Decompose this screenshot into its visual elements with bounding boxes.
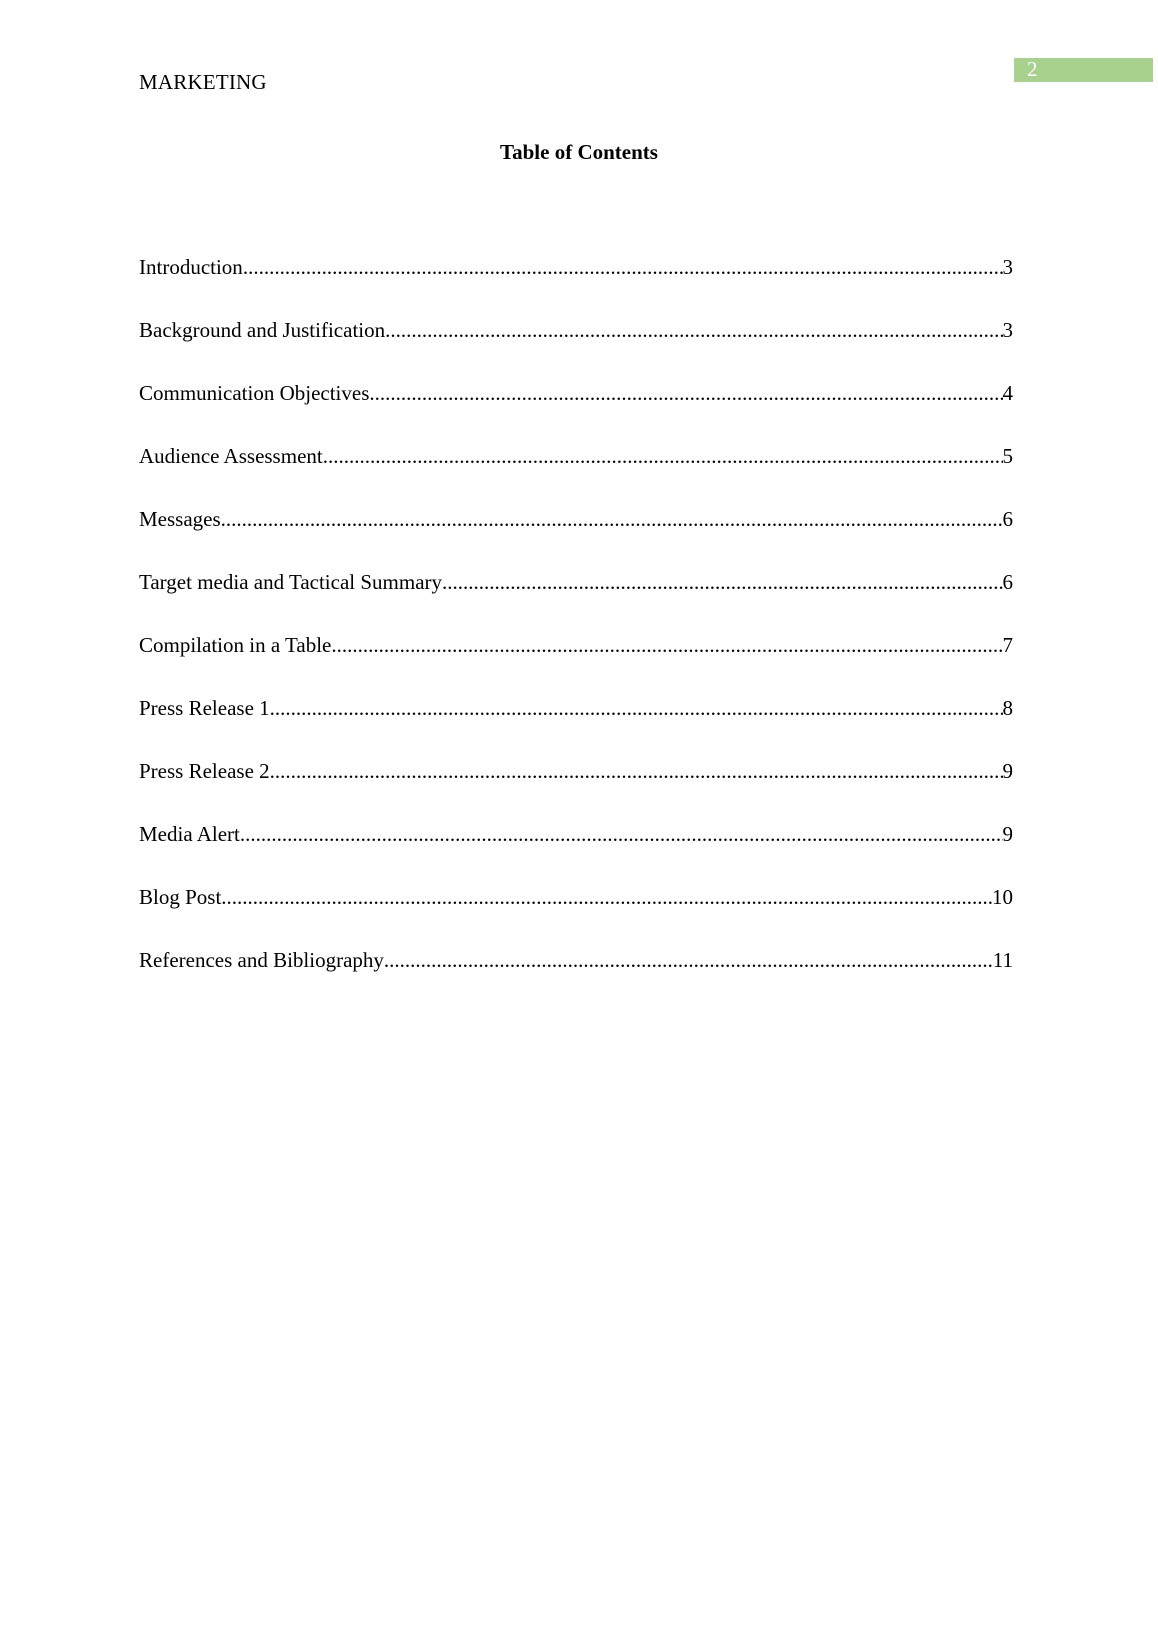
toc-entry-page: 3 <box>1002 255 1013 279</box>
page-number-badge <box>1014 58 1153 82</box>
toc-entry-page: 5 <box>1002 444 1013 468</box>
toc-dot-leader <box>243 253 1003 281</box>
toc-entry-label: Messages <box>139 507 221 531</box>
toc-entry-page: 6 <box>1002 570 1013 594</box>
toc-dot-leader <box>384 946 993 974</box>
toc-entry-label: Introduction <box>139 255 243 279</box>
toc-entry-press-release-2[interactable] <box>139 757 1013 820</box>
toc-entry-blog-post[interactable] <box>139 883 1013 946</box>
toc-entry-page: 4 <box>1002 381 1013 405</box>
toc-entry-page: 10 <box>992 885 1013 909</box>
toc-dot-leader <box>331 631 1002 659</box>
toc-dot-leader <box>385 316 1002 344</box>
page-number: 2 <box>1027 57 1038 81</box>
toc-list <box>139 253 1013 1009</box>
toc-entry-page: 8 <box>1002 696 1013 720</box>
toc-dot-leader <box>240 820 1003 848</box>
toc-dot-leader <box>270 694 1003 722</box>
toc-dot-leader <box>270 757 1003 785</box>
toc-entry-references-and-bibliography[interactable] <box>139 946 1013 1009</box>
toc-entry-page: 6 <box>1002 507 1013 531</box>
toc-heading: Table of Contents <box>500 140 658 164</box>
toc-dot-leader <box>221 883 992 911</box>
toc-entry-target-media-and-tactical-summary[interactable] <box>139 568 1013 631</box>
toc-entry-messages[interactable] <box>139 505 1013 568</box>
toc-entry-page: 7 <box>1002 633 1013 657</box>
toc-entry-label: Press Release 1 <box>139 696 270 720</box>
toc-dot-leader <box>442 568 1002 596</box>
toc-entry-page: 11 <box>992 948 1013 972</box>
toc-entry-communication-objectives[interactable] <box>139 379 1013 442</box>
toc-entry-background-and-justification[interactable] <box>139 316 1013 379</box>
toc-entry-label: Target media and Tactical Summary <box>139 570 443 594</box>
toc-entry-press-release-1[interactable] <box>139 694 1013 757</box>
toc-entry-label: Background and Justification <box>139 318 386 342</box>
toc-dot-leader <box>369 379 1002 407</box>
toc-entry-label: Media Alert <box>139 822 240 846</box>
toc-dot-leader <box>323 442 1003 470</box>
toc-entry-page: 3 <box>1002 318 1013 342</box>
toc-entry-label: Press Release 2 <box>139 759 270 783</box>
toc-entry-page: 9 <box>1002 822 1013 846</box>
toc-entry-compilation-in-a-table[interactable] <box>139 631 1013 694</box>
toc-entry-label: Blog Post <box>139 885 222 909</box>
toc-entry-label: Compilation in a Table <box>139 633 332 657</box>
toc-entry-label: Audience Assessment <box>139 444 323 468</box>
toc-entry-media-alert[interactable] <box>139 820 1013 883</box>
toc-entry-label: References and Bibliography <box>139 948 384 972</box>
toc-entry-audience-assessment[interactable] <box>139 442 1013 505</box>
toc-entry-label: Communication Objectives <box>139 381 370 405</box>
toc-entry-page: 9 <box>1002 759 1013 783</box>
running-title: MARKETING <box>139 70 267 94</box>
toc-dot-leader <box>221 505 1003 533</box>
toc-entry-introduction[interactable] <box>139 253 1013 316</box>
